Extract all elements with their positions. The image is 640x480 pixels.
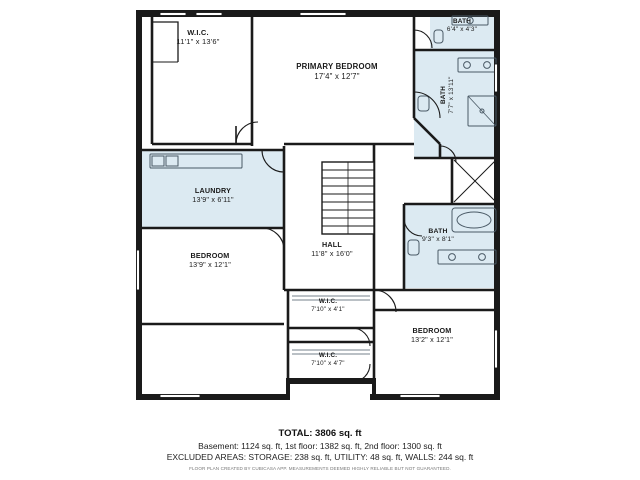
room-dimensions: 7'7" x 13'11": [448, 76, 455, 114]
room-dimensions: 7'10" x 4'7": [311, 359, 345, 367]
room-dimensions: 13'9" x 6'11": [192, 195, 234, 204]
room-name: W.I.C.: [187, 28, 209, 37]
disclaimer-text: FLOOR PLAN CREATED BY CUBICASA APP. MEASUREMENTS DEEMED HIGHLY RELIABLE BUT NOT GUARANTEED.: [189, 466, 451, 471]
excluded-areas-text: EXCLUDED AREAS: STORAGE: 238 sq. ft, UTILITY: 48 sq. ft, WALLS: 244 sq. ft: [166, 452, 474, 462]
fill-bath-right: [414, 50, 498, 158]
room-name: PRIMARY BEDROOM: [296, 62, 378, 71]
room-dimensions: 11'8" x 16'0": [311, 249, 353, 258]
staircase: [322, 162, 374, 234]
fill-wic-main: [152, 12, 254, 144]
room-name: BEDROOM: [190, 251, 230, 260]
fill-bedroom-left: [140, 228, 284, 324]
room-name: LAUNDRY: [194, 186, 232, 195]
room-name: BEDROOM: [412, 326, 452, 335]
room-name: W.I.C.: [318, 298, 338, 305]
room-name: BATH: [452, 18, 472, 25]
room-dimensions: 9'3" x 8'1": [422, 236, 454, 244]
room-dimensions: 6'4" x 4'3": [446, 26, 478, 33]
fill-bedroom-right: [374, 310, 498, 398]
floor-breakdown-text: Basement: 1124 sq. ft, 1st floor: 1382 sq. ft, 2nd floor: 1300 sq. ft: [198, 441, 442, 451]
total-area-text: TOTAL: 3806 sq. ft: [278, 428, 362, 439]
door-bath-top: [414, 30, 432, 48]
room-name: HALL: [322, 240, 342, 249]
room-name: BATH: [440, 85, 447, 105]
room-dimensions: 13'9" x 12'1": [188, 260, 232, 269]
room-name: BATH: [428, 228, 448, 235]
room-dimensions: 7'10" x 4'1": [311, 305, 345, 313]
room-dimensions: 13'2" x 12'1": [410, 335, 454, 344]
fill-laundry: [140, 150, 284, 228]
fill-wic-lower: [288, 342, 374, 382]
fill-bath-mid-right: [404, 204, 498, 288]
fill-primary: [254, 12, 414, 132]
room-dimensions: 11'1" x 13'6": [176, 37, 220, 47]
room-name: W.I.C.: [318, 352, 338, 359]
room-dimensions: 17'4" x 12'7": [314, 71, 360, 81]
